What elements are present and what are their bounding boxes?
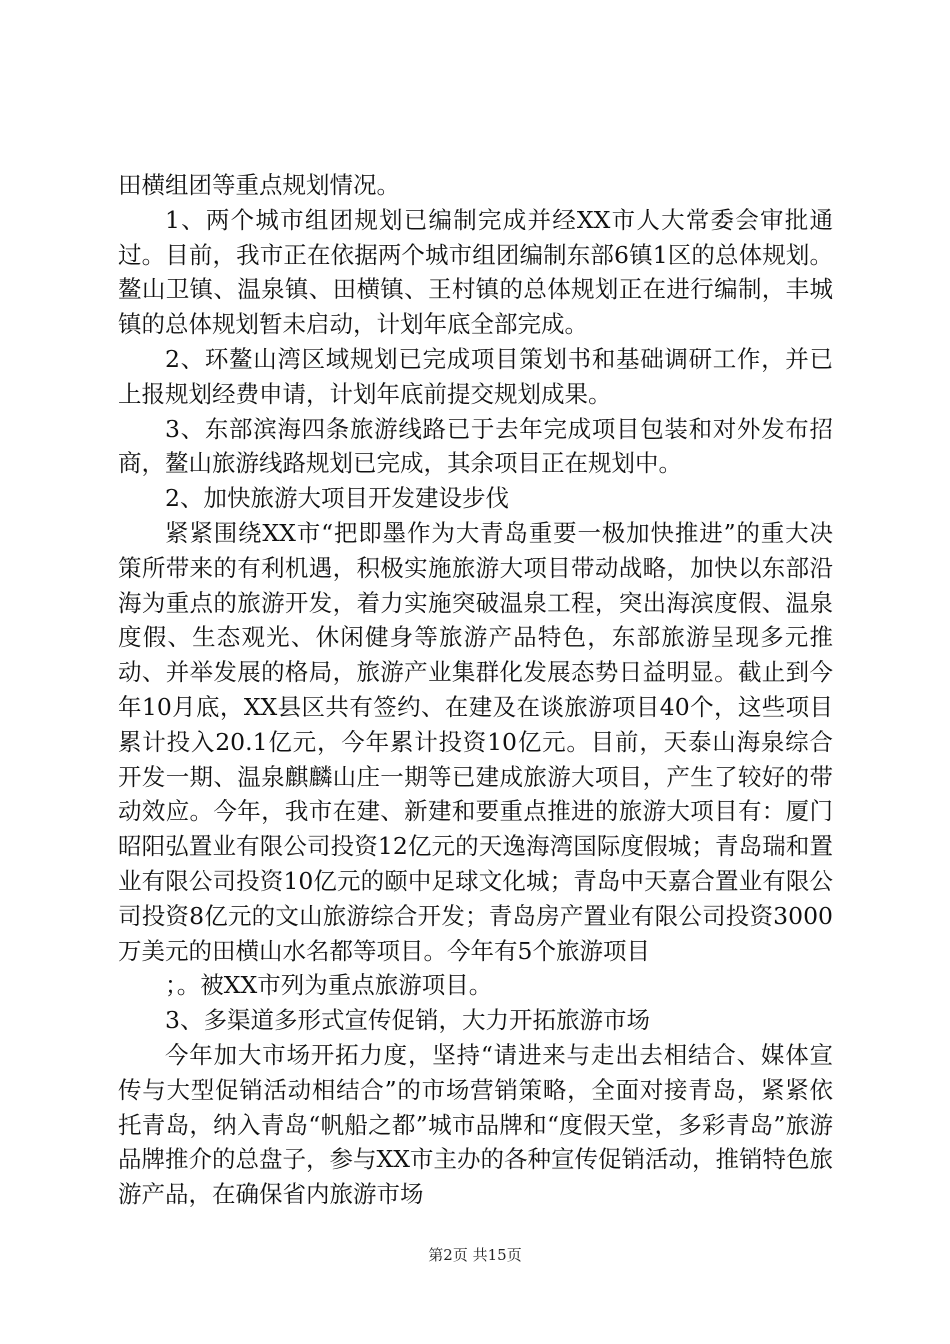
paragraph: 3、东部滨海四条旅游线路已于去年完成项目包装和对外发布招商，鳌山旅游线路规划已完成，其余项目正在规划中。: [118, 414, 833, 478]
document-body: [118, 168, 833, 1212]
page-number-footer: 第2页 共15页: [428, 1246, 522, 1264]
section-heading: 3、多渠道多形式宣传促销，大力开拓旅游市场: [165, 1006, 650, 1035]
section-heading: 2、加快旅游大项目开发建设步伐: [165, 484, 509, 513]
paragraph: 2、环鳌山湾区域规划已完成项目策划书和基础调研工作，并已上报规划经费申请，计划年底前提交规划成果。: [118, 344, 833, 408]
paragraph: 田横组团等重点规划情况。: [118, 171, 400, 199]
paragraph: 1、两个城市组团规划已编制完成并经XX市人大常委会审批通过。目前，我市正在依据两个城市组团编制东部6镇1区的总体规划。鳌山卫镇、温泉镇、田横镇、王村镇的总体规划正在进行编制，丰城镇的总体规划暂未启动，计划年底全部完成。: [118, 205, 833, 339]
paragraph: 紧紧围绕XX市“把即墨作为大青岛重要一极加快推进”的重大决策所带来的有利机遇，积极实施旅游大项目带动战略，加快以东部沿海为重点的旅游开发，着力实施突破温泉工程，突出海滨度假、温泉度假、生态观光、休闲健身等旅游产品特色，东部旅游呈现多元推动、并举发展的格局，旅游产业集群化发展态势日益明显。截止到今年10月底，XX县区共有签约、在建及在谈旅游项目40个，这些项目累计投入20.1亿元，今年累计投资10亿元。目前，天泰山海泉综合开发一期、温泉麒麟山庄一期等已建成旅游大项目，产生了较好的带动效应。今年，我市在建、新建和要重点推进的旅游大项目有：厦门昭阳弘置业有限公司投资12亿元的天逸海湾国际度假城；青岛瑞和置业有限公司投资10亿元的颐中足球文化城；青岛中天嘉合置业有限公司投资8亿元的文山旅游综合开发；青岛房产置业有限公司投资3000万美元的田横山水名都等项目。今年有5个旅游项目: [118, 518, 833, 965]
paragraph: 今年加大市场开拓力度，坚持“请进来与走出去相结合、媒体宣传与大型促销活动相结合”的市场营销策略，全面对接青岛，紧紧依托青岛，纳入青岛“帆船之都”城市品牌和“度假天堂，多彩青岛”旅游品牌推介的总盘子，参与XX市主办的各种宣传促销活动，推销特色旅游产品，在确保省内旅游市场: [118, 1040, 833, 1209]
paragraph: ；。被XX市列为重点旅游项目。: [165, 971, 493, 1000]
